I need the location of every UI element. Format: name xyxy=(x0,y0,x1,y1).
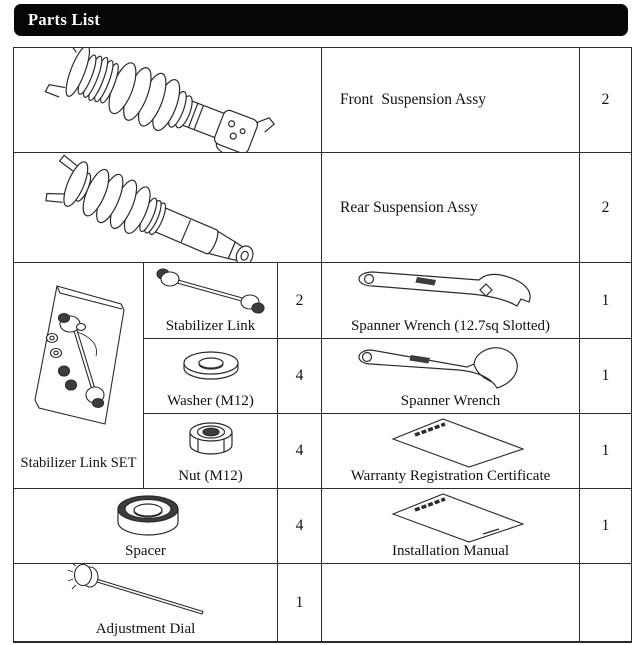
spacer-illustration xyxy=(14,489,277,543)
qty-adjustment-dial: 1 xyxy=(278,564,322,641)
part-label: Installation Manual xyxy=(391,542,510,559)
parts-table xyxy=(13,47,632,643)
slotted-spanner-wrench-illustration xyxy=(322,263,579,318)
manual-sheet-illustration xyxy=(322,489,579,543)
cell-adjustment-dial xyxy=(14,564,278,641)
qty-stabilizer-link: 2 xyxy=(278,263,322,339)
cell-empty-bottom-qty xyxy=(580,564,631,641)
page-title: Parts List xyxy=(28,10,101,29)
qty-spanner-wrench: 1 xyxy=(580,339,631,414)
cell-warranty-certificate xyxy=(322,414,580,489)
part-label: Spanner Wrench (12.7sq Slotted) xyxy=(350,317,551,334)
cell-spanner-wrench-slotted xyxy=(322,263,580,339)
part-label: Nut (M12) xyxy=(178,467,243,484)
part-label: Washer (M12) xyxy=(167,392,254,409)
qty-installation-manual: 1 xyxy=(580,489,631,564)
front-suspension-illustration xyxy=(14,48,321,152)
part-label: Spanner Wrench xyxy=(400,392,501,409)
adjustment-dial-illustration xyxy=(14,564,277,621)
cell-installation-manual xyxy=(322,489,580,564)
part-label: Spacer xyxy=(125,542,166,559)
cell-stabilizer-link xyxy=(144,263,278,339)
part-label: Front Suspension Assy xyxy=(340,91,486,108)
qty-washer: 4 xyxy=(278,339,322,414)
cell-nut xyxy=(144,414,278,489)
cell-spanner-wrench xyxy=(322,339,580,414)
stabilizer-link-illustration xyxy=(144,263,277,318)
nut-illustration xyxy=(144,414,277,468)
part-label: Warranty Registration Certificate xyxy=(350,467,551,484)
part-label: Rear Suspension Assy xyxy=(340,198,478,216)
qty-rear-suspension: 2 xyxy=(580,153,631,263)
cell-spacer xyxy=(14,489,278,564)
cell-front-suspension-label xyxy=(322,48,580,153)
cell-rear-suspension-label xyxy=(322,153,580,263)
qty-spacer: 4 xyxy=(278,489,322,564)
cell-rear-suspension-image xyxy=(14,153,322,263)
hook-spanner-wrench-illustration xyxy=(322,339,579,393)
part-label: Adjustment Dial xyxy=(95,620,196,637)
part-label: Stabilizer Link xyxy=(165,317,256,334)
certificate-sheet-illustration xyxy=(322,414,579,468)
rear-suspension-illustration xyxy=(14,154,321,262)
washer-illustration xyxy=(144,339,277,393)
cell-stabilizer-link-set xyxy=(14,263,144,489)
cell-empty-bottom xyxy=(322,564,580,641)
stabilizer-link-set-bag-illustration xyxy=(17,263,141,455)
qty-warranty-certificate: 1 xyxy=(580,414,631,489)
part-label: Stabilizer Link SET xyxy=(20,455,137,472)
qty-spanner-wrench-slotted: 1 xyxy=(580,263,631,339)
cell-washer xyxy=(144,339,278,414)
parts-list-header xyxy=(14,4,628,36)
cell-front-suspension-image xyxy=(14,48,322,153)
qty-front-suspension: 2 xyxy=(580,48,631,153)
qty-nut: 4 xyxy=(278,414,322,489)
